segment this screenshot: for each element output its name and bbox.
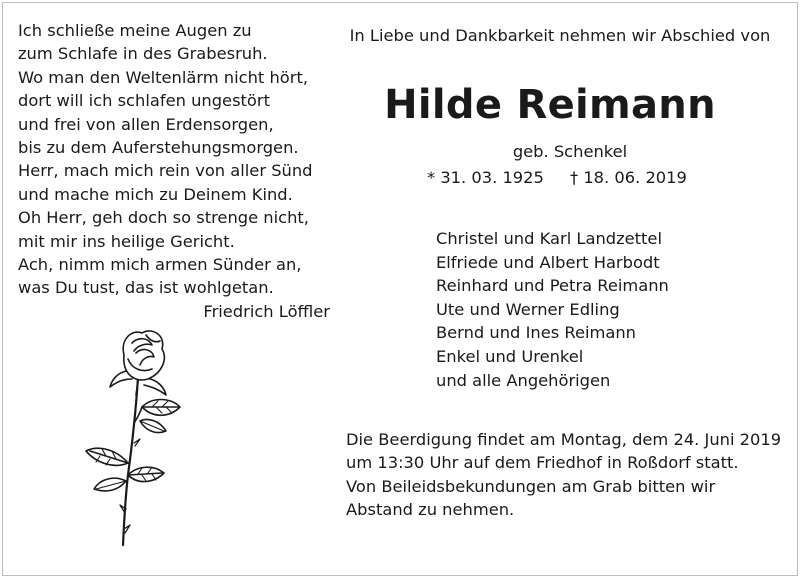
poem-line: bis zu dem Auferstehungsmorgen. bbox=[18, 138, 299, 158]
mourner-entry: Christel und Karl Landzettel bbox=[436, 229, 662, 248]
mourners-list bbox=[436, 227, 669, 392]
poem-author: Friedrich Löffler bbox=[203, 301, 330, 321]
farewell-intro: In Liebe und Dankbarkeit nehmen wir Abschied von bbox=[349, 26, 771, 45]
mourner-entry: Bernd und Ines Reimann bbox=[436, 323, 636, 343]
poem-line: Oh Herr, geh doch so strenge nicht, bbox=[18, 208, 309, 228]
funeral-line: Die Beerdigung findet am Montag, dem 24. Juni 2019 bbox=[346, 430, 782, 449]
mourner-entry: Ute und Werner Edling bbox=[436, 299, 620, 319]
poem-line: und mache mich zu Deinem Kind. bbox=[18, 184, 293, 204]
death-date: † 18. 06. 2019 bbox=[570, 168, 687, 187]
poem-line: Herr, mach mich rein von aller Sünd bbox=[18, 161, 313, 181]
funeral-line: Abstand zu nehmen. bbox=[346, 500, 515, 520]
poem-line: und frei von allen Erdensorgen, bbox=[18, 114, 274, 134]
mourner-entry: und alle Angehörigen bbox=[436, 370, 611, 390]
birth-date: * 31. 03. 1925 bbox=[427, 168, 544, 187]
deceased-name: Hilde Reimann bbox=[384, 82, 716, 128]
poem-line: Ach, nimm mich armen Sünder an, bbox=[18, 255, 302, 275]
poem-line: dort will ich schlafen ungestört bbox=[18, 91, 270, 111]
funeral-info bbox=[346, 428, 781, 522]
poem-line: zum Schlafe in des Grabesruh. bbox=[18, 44, 268, 64]
mourner-entry: Elfriede und Albert Harbodt bbox=[436, 252, 660, 272]
mourner-entry: Reinhard und Petra Reimann bbox=[436, 276, 669, 296]
mourner-entry: Enkel und Urenkel bbox=[436, 346, 584, 366]
rose-icon bbox=[76, 325, 196, 550]
poem-line: Ich schließe meine Augen zu bbox=[18, 21, 252, 40]
funeral-line: um 13:30 Uhr auf dem Friedhof in Roßdorf statt. bbox=[346, 453, 739, 473]
poem-line: Wo man den Weltenlärm nicht hört, bbox=[18, 67, 309, 87]
poem bbox=[18, 19, 338, 323]
poem-line: was Du tust, das ist wohlgetan. bbox=[18, 278, 274, 298]
poem-line: mit mir ins heilige Gericht. bbox=[18, 231, 235, 251]
maiden-name: geb. Schenkel bbox=[512, 142, 628, 161]
funeral-line: Von Beileidsbekundungen am Grab bitten wir bbox=[346, 476, 716, 496]
